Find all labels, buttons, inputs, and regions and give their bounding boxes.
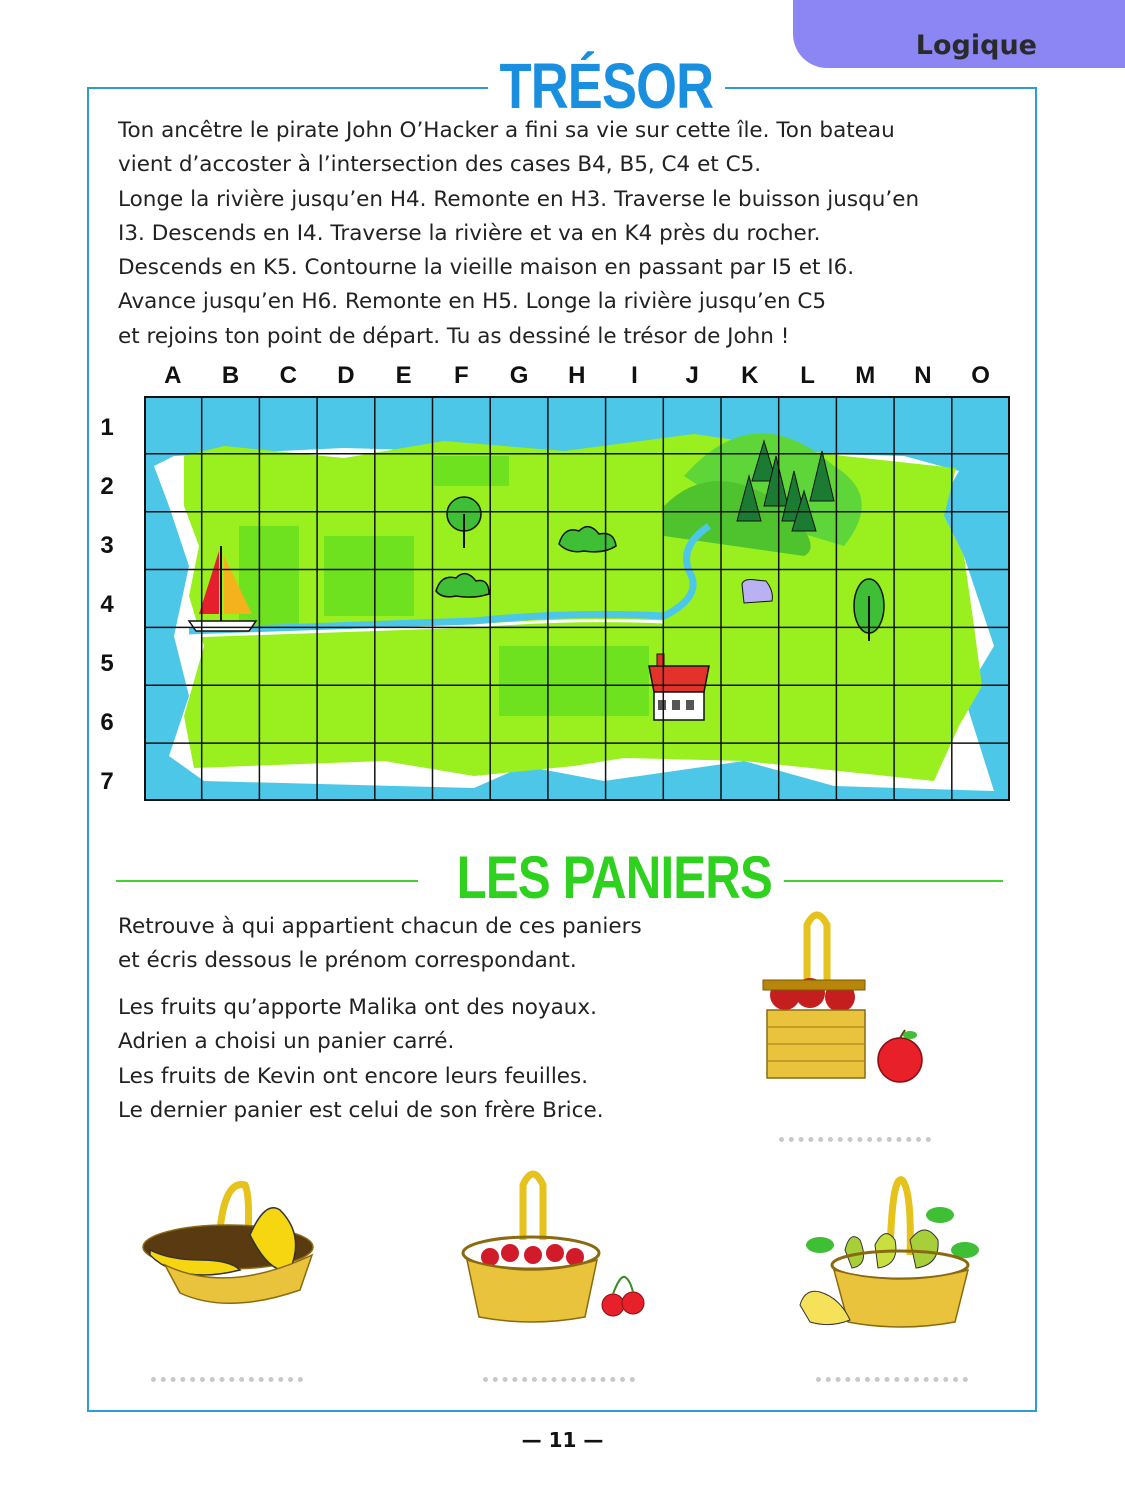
field	[499, 646, 649, 716]
tresor-line: Descends en K5. Contourne la vieille maison en passant par I5 et I6.	[118, 255, 855, 281]
leaf-icon	[903, 1031, 917, 1039]
name-answer-line[interactable]	[483, 1377, 635, 1382]
section-divider	[116, 880, 418, 882]
paniers-clue: Le dernier panier est celui de son frère Brice.	[118, 1097, 604, 1123]
apple-basket	[755, 905, 935, 1090]
paniers-intro	[118, 910, 642, 979]
basket-body	[467, 1260, 597, 1322]
cherry-icon	[501, 1244, 519, 1262]
paniers-title: LES PANIERS	[445, 848, 783, 908]
grid-column-label: E	[395, 362, 412, 389]
cherry-icon	[524, 1246, 542, 1264]
grid-column-label: N	[914, 362, 932, 389]
tresor-line: I3. Descends en I4. Traverse la rivière et va en K4 près du rocher.	[118, 220, 821, 246]
tresor-line: et rejoins ton point de départ. Tu as dessiné le trésor de John !	[118, 323, 790, 349]
paniers-clue: Les fruits qu’apporte Malika ont des noyaux.	[118, 995, 597, 1020]
tresor-line: Avance jusqu’en H6. Remonte en H5. Longe la rivière jusqu’en C5	[118, 289, 827, 315]
tresor-line: Ton ancêtre le pirate John O’Hacker a fini sa vie sur cette île. Ton bateau	[118, 118, 895, 143]
cherry-icon	[546, 1244, 564, 1262]
name-answer-line[interactable]	[816, 1377, 968, 1382]
basket-body	[834, 1270, 968, 1327]
name-answer-line[interactable]	[151, 1377, 303, 1382]
grid-row-label: 3	[100, 532, 114, 559]
tresor-line: vient d’accoster à l’intersection des cases B4, B5, C4 et C5.	[118, 152, 762, 178]
grid-column-label: A	[164, 362, 182, 389]
grid-row-label: 5	[100, 650, 114, 677]
grid-row-label: 2	[100, 473, 114, 500]
grid-row-label: 4	[100, 591, 114, 618]
leaf-icon	[806, 1237, 834, 1253]
cherry-basket	[455, 1165, 660, 1325]
paniers-clues	[118, 991, 604, 1128]
basket-handle	[523, 1174, 543, 1240]
paniers-intro-line: et écris dessous le prénom correspondant.	[118, 948, 577, 974]
grid-column-label: H	[568, 362, 586, 389]
tresor-instructions	[118, 114, 919, 354]
grid-row-label: 1	[100, 414, 114, 441]
grid-column-label: B	[221, 362, 240, 389]
grid-row-label: 6	[100, 709, 114, 736]
basket-handle	[807, 915, 827, 985]
grid-column-label: C	[279, 362, 297, 389]
grid-column-label: L	[800, 362, 815, 389]
tresor-title: TRÉSOR	[488, 54, 725, 118]
field	[434, 456, 509, 486]
paniers-intro-line: Retrouve à qui appartient chacun de ces paniers	[118, 914, 642, 939]
rock-icon	[742, 580, 772, 604]
leaf-icon	[926, 1207, 954, 1223]
section-tab-label: Logique	[915, 30, 1037, 61]
paniers-clue: Adrien a choisi un panier carré.	[118, 1029, 455, 1055]
grid-column-label: J	[685, 362, 699, 389]
apple-icon	[878, 1038, 922, 1082]
tresor-line: Longe la rivière jusqu’en H4. Remonte en H3. Traverse le buisson jusqu’en	[118, 186, 920, 212]
grid-column-label: D	[337, 362, 355, 389]
pear-icon	[910, 1230, 938, 1268]
grid-column-label: K	[741, 362, 759, 389]
cherry-icon	[622, 1292, 644, 1314]
page-number: — 11 —	[521, 1428, 604, 1452]
grid-row-label: 7	[100, 768, 114, 795]
name-answer-line[interactable]	[779, 1137, 931, 1142]
grid-column-label: O	[971, 362, 990, 389]
basket-rim	[763, 980, 865, 990]
grid-column-label: F	[454, 362, 469, 389]
paniers-clue: Les fruits de Kevin ont encore leurs feuilles.	[118, 1063, 589, 1089]
grid-column-label: G	[509, 362, 529, 389]
grid-column-label: M	[855, 362, 876, 389]
banana-basket	[140, 1175, 320, 1310]
cherry-stem	[613, 1277, 633, 1294]
cherry-icon	[602, 1294, 624, 1316]
treasure-map	[144, 396, 1010, 801]
grid-column-label: I	[631, 362, 638, 389]
field	[239, 526, 299, 631]
pear-basket	[790, 1170, 990, 1330]
field	[324, 536, 414, 616]
